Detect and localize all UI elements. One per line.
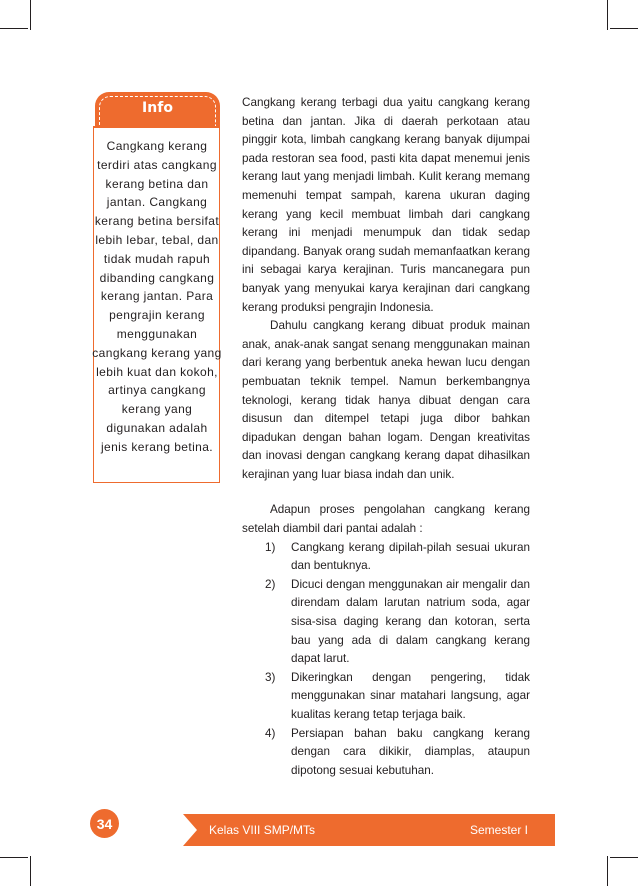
step-number: 4) — [265, 726, 276, 740]
step-number: 3) — [265, 670, 276, 684]
info-tab — [95, 92, 220, 126]
footer-class-label: Kelas VIII SMP/MTs — [209, 823, 316, 837]
crop-mark — [607, 0, 608, 30]
crop-mark — [0, 28, 28, 29]
crop-mark — [607, 856, 608, 886]
crop-mark — [30, 856, 31, 886]
info-title: Info — [142, 100, 173, 116]
crop-mark — [610, 857, 638, 858]
paragraph-process-intro: Adapun proses pengolahan cangkang kerang setelah diambil dari pantai adalah : — [242, 503, 530, 536]
crop-mark — [0, 857, 28, 858]
page-number-badge: 34 — [90, 809, 119, 838]
info-text: Cangkang kerang terdiri atas cangkang kerang betina dan jantan. Cangkang kerang betina bersifat lebih lebar, tebal, dan tidak mudah rapuh dibanding cangkang kerang jantan. Para pengrajin kerang menggunakan cangkang kerang yang lebih kuat dan kokoh, artinya cangkang kerang yang digunakan adalah jenis kerang betina. — [92, 139, 222, 454]
crop-mark — [30, 0, 31, 30]
paragraph-shell-types: Cangkang kerang terbagi dua yaitu cangkang kerang betina dan jantan. Jika di daerah perkotaan atau pinggir kota, limbah cangkang kerang banyak dijumpai pada restoran sea food, pasti kita dapat menemui jenis kerang laut yang menjadi limbah. Kulit kerang memang memenuhi tempat sampah, karena ukuran daging kerang yang kecil membuat limbah dari cangkang kerang ini menjadi menumpuk dan tidak sedap dipandang. Banyak orang sudah memanfaatkan kerang ini sebagai karya kerajinan. Turis mancanegara pun banyak yang menyukai karya kerajinan dari cangkang kerang produksi pengrajin Indonesia. — [242, 96, 530, 314]
step-text: Dikeringkan dengan pengering, tidak menggunakan sinar matahari langsung, agar kualitas kerang tetap terjaga baik. — [291, 670, 530, 721]
footer-semester-label: Semester I — [469, 823, 528, 837]
crop-mark — [610, 28, 638, 29]
list-item — [242, 539, 530, 576]
step-number: 2) — [265, 577, 276, 591]
step-text: Persiapan bahan baku cangkang kerang dengan cara dikikir, diamplas, ataupun dipotong sesuai kebutuhan. — [291, 726, 530, 777]
paragraph-history: Dahulu cangkang kerang dibuat produk mainan anak, anak-anak sangat senang menggunakan mainan dari kerang yang berbentuk aneka hewan lucu dengan pembuatan teknik tempel. Namun berkembangnya teknologi, kerang tidak hanya dibuat dengan cara disusun dan ditempel tetapi juga dibor bahkan dipadukan dengan bahan logam. Dengan kreativitas dan inovasi dengan cangkang kerang dapat dihasilkan kerajinan yang luar biasa indah dan unik. — [242, 319, 530, 481]
list-item — [242, 576, 530, 669]
main-content — [242, 94, 530, 780]
step-text: Dicuci dengan menggunakan air mengalir dan direndam dalam larutan natrium soda, agar sisa-sisa daging kerang dan kotoran, serta bau yang ada di dalam cangkang kerang dapat larut. — [291, 577, 530, 666]
list-item — [242, 725, 530, 781]
process-steps-list — [242, 539, 530, 781]
list-item — [242, 669, 530, 725]
step-number: 1) — [265, 540, 276, 554]
step-text: Cangkang kerang dipilah-pilah sesuai ukuran dan bentuknya. — [291, 540, 530, 573]
